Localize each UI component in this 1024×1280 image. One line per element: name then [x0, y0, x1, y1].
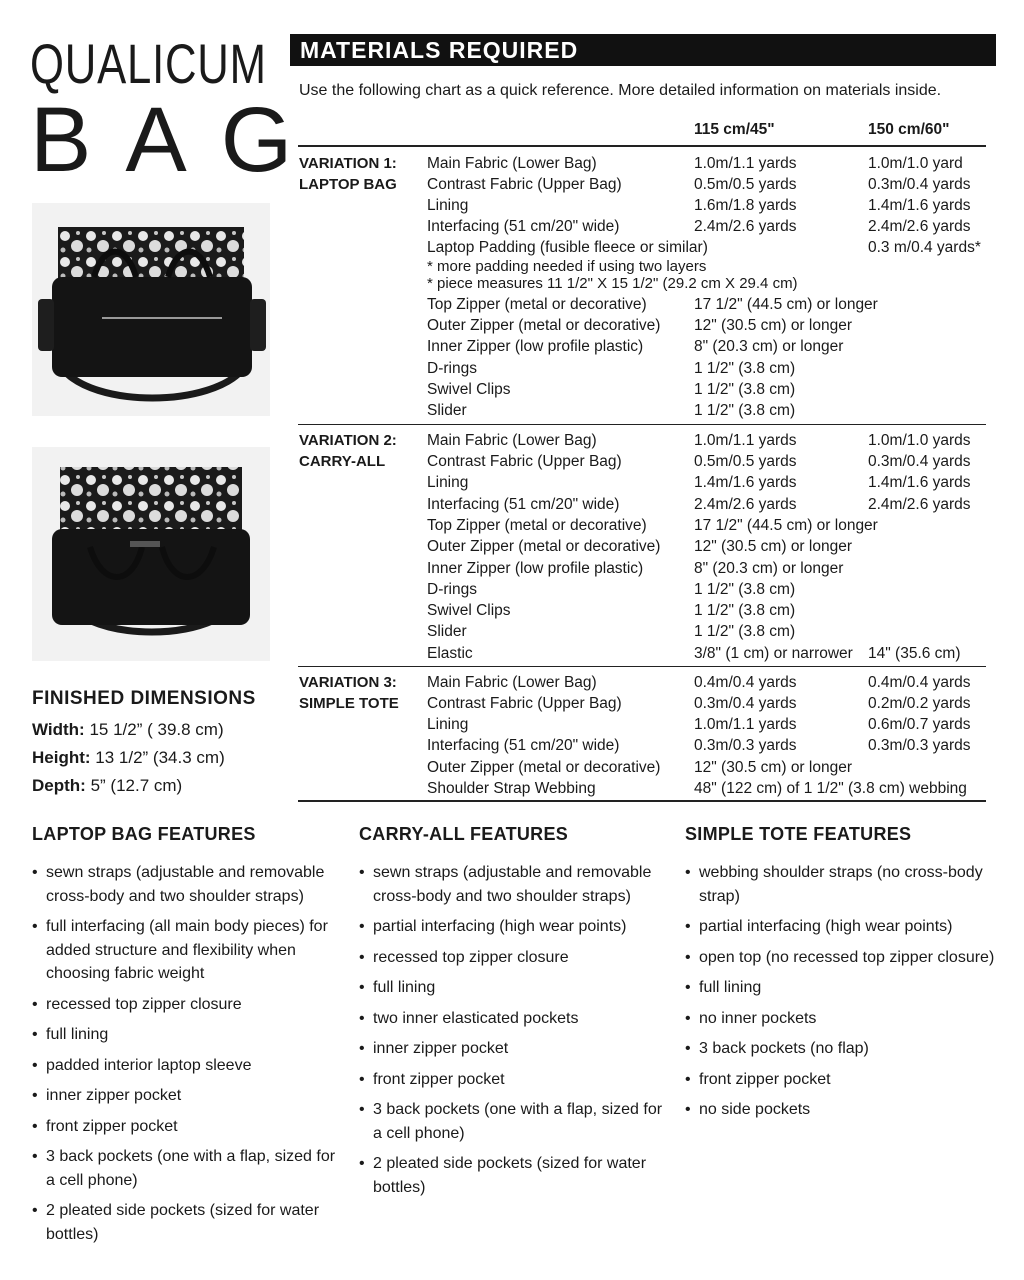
list-item: • webbing shoulder straps (no cross-body strap) [685, 861, 995, 908]
features-heading: CARRY-ALL FEATURES [359, 824, 569, 844]
list-item: • 2 pleated side pockets (sized for water bottles) [359, 1152, 669, 1199]
amount-115: 0.5m/0.5 yards [694, 453, 797, 470]
list-item: • no side pockets [685, 1098, 995, 1122]
list-item: • 3 back pockets (no flap) [685, 1037, 995, 1061]
material-item: Elastic [427, 645, 473, 662]
material-item: Interfacing (51 cm/20" wide) [427, 218, 620, 235]
variation-divider [298, 666, 986, 667]
amount-115: 1 1/2" (3.8 cm) [694, 602, 796, 619]
dimension-label: Width: [32, 720, 85, 739]
list-item: • full interfacing (all main body pieces) for added structure and flexibility when choosing fabric weight [32, 915, 342, 986]
variation-label-line: CARRY-ALL [299, 453, 386, 470]
dimension-height [32, 748, 225, 768]
list-item: • full lining [359, 976, 669, 1000]
material-item: Lining [427, 716, 469, 733]
features-list [359, 861, 669, 1199]
dimension-width [32, 720, 224, 740]
material-item: Slider [427, 623, 467, 640]
title-line-1: QUALICUM [30, 32, 267, 95]
list-item: • partial interfacing (high wear points) [359, 915, 669, 939]
amount-115: 1 1/2" (3.8 cm) [694, 623, 796, 640]
material-item: Main Fabric (Lower Bag) [427, 155, 597, 172]
finished-dimensions-heading: FINISHED DIMENSIONS [32, 688, 256, 709]
materials-intro: Use the following chart as a quick reference. More detailed information on materials inside. [299, 82, 942, 99]
variation-label-line: SIMPLE TOTE [299, 695, 399, 712]
amount-115: 0.3m/0.4 yards [694, 695, 797, 712]
materials-heading: MATERIALS REQUIRED [300, 37, 579, 63]
material-item: D-rings [427, 581, 477, 598]
amount-115: 0.4m/0.4 yards [694, 674, 797, 691]
material-item: Lining [427, 474, 469, 491]
list-item: • open top (no recessed top zipper closure) [685, 946, 995, 970]
material-item: Contrast Fabric (Upper Bag) [427, 695, 622, 712]
variation-divider [298, 424, 986, 425]
material-item: Inner Zipper (low profile plastic) [427, 338, 644, 355]
amount-115: 48" (122 cm) of 1 1/2" (3.8 cm) webbing [694, 780, 967, 797]
amount-150: 0.4m/0.4 yards [868, 674, 971, 691]
padding-note: * piece measures 11 1/2" X 15 1/2" (29.2 cm X 29.4 cm) [427, 275, 798, 292]
dimension-value: 13 1/2” (34.3 cm) [95, 748, 225, 767]
list-item: • padded interior laptop sleeve [32, 1054, 342, 1078]
list-item: • 3 back pockets (one with a flap, sized for a cell phone) [32, 1145, 342, 1192]
material-item: Lining [427, 197, 469, 214]
amount-150: 0.6m/0.7 yards [868, 716, 971, 733]
amount-115: 2.4m/2.6 yards [694, 218, 797, 235]
material-item: Top Zipper (metal or decorative) [427, 517, 647, 534]
laptop-bag-features [32, 824, 342, 1253]
amount-150: 1.4m/1.6 yards [868, 474, 971, 491]
variation-label-line: VARIATION 1: [299, 155, 397, 172]
amount-115: 1 1/2" (3.8 cm) [694, 581, 796, 598]
amount-150: 1.4m/1.6 yards [868, 197, 971, 214]
variation-3-label [299, 672, 399, 714]
amount-115: 1.0m/1.1 yards [694, 155, 797, 172]
amount-115: 1 1/2" (3.8 cm) [694, 381, 796, 398]
list-item: • sewn straps (adjustable and removable cross-body and two shoulder straps) [32, 861, 342, 908]
column-header-115: 115 cm/45" [694, 121, 775, 138]
dimension-value: 15 1/2” ( 39.8 cm) [89, 720, 224, 739]
variation-2-label [299, 430, 397, 472]
amount-115: 17 1/2" (44.5 cm) or longer [694, 517, 878, 534]
variation-label-line: VARIATION 2: [299, 432, 397, 449]
list-item: • sewn straps (adjustable and removable cross-body and two shoulder straps) [359, 861, 669, 908]
amount-115: 1.0m/1.1 yards [694, 432, 797, 449]
material-item: Top Zipper (metal or decorative) [427, 296, 647, 313]
material-item: Interfacing (51 cm/20" wide) [427, 496, 620, 513]
list-item: • recessed top zipper closure [359, 946, 669, 970]
amount-115: 17 1/2" (44.5 cm) or longer [694, 296, 878, 313]
amount-115: 12" (30.5 cm) or longer [694, 538, 852, 555]
list-item: • full lining [685, 976, 995, 1000]
materials-banner [290, 34, 996, 66]
material-item: Slider [427, 402, 467, 419]
features-list [685, 861, 995, 1122]
amount-115: 1.6m/1.8 yards [694, 197, 797, 214]
amount-115: 1.4m/1.6 yards [694, 474, 797, 491]
column-header-150: 150 cm/60" [868, 121, 950, 138]
features-heading: SIMPLE TOTE FEATURES [685, 824, 912, 844]
list-item: • full lining [32, 1023, 342, 1047]
laptop-bag-photo [32, 203, 270, 416]
amount-150: 14" (35.6 cm) [868, 645, 961, 662]
amount-115: 0.5m/0.5 yards [694, 176, 797, 193]
dimension-value: 5” (12.7 cm) [90, 776, 183, 795]
variation-1-label [299, 153, 397, 195]
list-item: • no inner pockets [685, 1007, 995, 1031]
variation-label-line: VARIATION 3: [299, 674, 397, 691]
material-item: Contrast Fabric (Upper Bag) [427, 176, 622, 193]
list-item: • recessed top zipper closure [32, 993, 342, 1017]
material-item: Outer Zipper (metal or decorative) [427, 759, 661, 776]
material-item: Outer Zipper (metal or decorative) [427, 538, 661, 555]
amount-115: 12" (30.5 cm) or longer [694, 317, 852, 334]
dimension-depth [32, 776, 182, 796]
material-item: Swivel Clips [427, 381, 511, 398]
amount-150: 2.4m/2.6 yards [868, 496, 971, 513]
material-item: Main Fabric (Lower Bag) [427, 432, 597, 449]
list-item: • front zipper pocket [685, 1068, 995, 1092]
list-item: • inner zipper pocket [32, 1084, 342, 1108]
features-list [32, 861, 342, 1246]
amount-115: 1 1/2" (3.8 cm) [694, 360, 796, 377]
padding-note: * more padding needed if using two layers [427, 258, 707, 275]
variation-label-line: LAPTOP BAG [299, 176, 397, 193]
table-top-rule [298, 145, 986, 147]
dimension-label: Depth: [32, 776, 86, 795]
material-item: Outer Zipper (metal or decorative) [427, 317, 661, 334]
material-item: Inner Zipper (low profile plastic) [427, 560, 644, 577]
material-item: Laptop Padding (fusible fleece or similar) [427, 239, 708, 256]
amount-115: 0.3m/0.3 yards [694, 737, 797, 754]
amount-150: 0.3m/0.4 yards [868, 176, 971, 193]
amount-115: 8" (20.3 cm) or longer [694, 560, 844, 577]
amount-115: 2.4m/2.6 yards [694, 496, 797, 513]
list-item: • inner zipper pocket [359, 1037, 669, 1061]
table-bottom-rule [298, 800, 986, 802]
amount-150: 1.0m/1.0 yard [868, 155, 963, 172]
material-item: Shoulder Strap Webbing [427, 780, 596, 797]
amount-150: 0.3m/0.3 yards [868, 737, 971, 754]
material-item: Swivel Clips [427, 602, 511, 619]
list-item: • front zipper pocket [32, 1115, 342, 1139]
amount-115: 3/8" (1 cm) or narrower [694, 645, 853, 662]
amount-150: 0.3 m/0.4 yards* [868, 239, 981, 256]
list-item: • two inner elasticated pockets [359, 1007, 669, 1031]
carry-all-features [359, 824, 669, 1206]
amount-115: 12" (30.5 cm) or longer [694, 759, 852, 776]
amount-115: 1 1/2" (3.8 cm) [694, 402, 796, 419]
material-item: Contrast Fabric (Upper Bag) [427, 453, 622, 470]
amount-115: 1.0m/1.1 yards [694, 716, 797, 733]
list-item: • front zipper pocket [359, 1068, 669, 1092]
carry-all-photo [32, 447, 270, 661]
title-line-2: BAG [30, 89, 327, 191]
dimension-label: Height: [32, 748, 91, 767]
simple-tote-features [685, 824, 995, 1129]
features-heading: LAPTOP BAG FEATURES [32, 824, 256, 844]
amount-150: 2.4m/2.6 yards [868, 218, 971, 235]
amount-115: 8" (20.3 cm) or longer [694, 338, 844, 355]
list-item: • partial interfacing (high wear points) [685, 915, 995, 939]
amount-150: 1.0m/1.0 yards [868, 432, 971, 449]
material-item: Main Fabric (Lower Bag) [427, 674, 597, 691]
list-item: • 2 pleated side pockets (sized for water bottles) [32, 1199, 342, 1246]
material-item: Interfacing (51 cm/20" wide) [427, 737, 620, 754]
amount-150: 0.2m/0.2 yards [868, 695, 971, 712]
list-item: • 3 back pockets (one with a flap, sized for a cell phone) [359, 1098, 669, 1145]
amount-150: 0.3m/0.4 yards [868, 453, 971, 470]
material-item: D-rings [427, 360, 477, 377]
